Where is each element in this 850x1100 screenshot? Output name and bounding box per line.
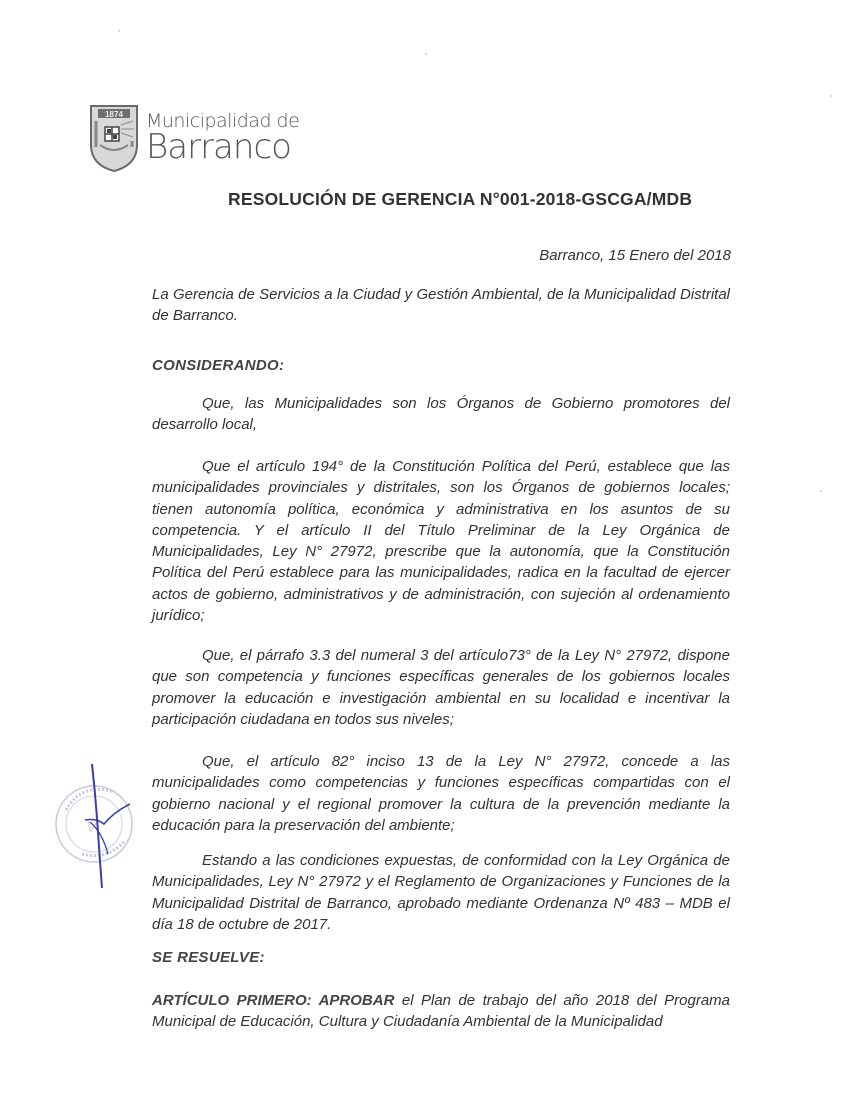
considerando-paragraph-4: Que, el artículo 82° inciso 13 de la Ley N° 27972, concede a las municipalidades como competencias y funciones específicas compartidas con el gobierno nacional y el regional promover la cultura de la prevención mediante la educación para la preservación del ambiente; — [152, 753, 730, 834]
logo-line-municipalidad: Municipalidad de — [146, 110, 300, 132]
document-date: Barranco, 15 Enero del 2018 — [539, 247, 731, 264]
scan-speck — [118, 30, 120, 32]
considerando-paragraph-3: Que, el párrafo 3.3 del numeral 3 del artículo73° de la Ley N° 27972, dispone que son competencia y funciones específicas generales de los gobiernos locales promover la educación e investigación ambiental en su localidad e incentivar la participación ciudadana en todos sus niveles; — [152, 647, 730, 728]
stamp-seal-icon — [56, 786, 132, 862]
intro-paragraph: La Gerencia de Servicios a la Ciudad y Gestión Ambiental, de la Municipalidad Distrital de Barranco. — [152, 286, 730, 325]
considerando-paragraph-2: Que el artículo 194° de la Constitución Política del Perú, establece que las municipalidades provinciales y distritales, son los Órganos de gobiernos locales; tienen autonomía política, económica y administrativa en los asuntos de su competencia. Y el artículo II del Título Preliminar de la Ley Orgánica de Municipalidades, Ley N° 27972, prescribe que la autonomía, que la Constitución Política del Perú establece para las municipalidades, radica en la facultad de ejercer actos de gobierno, administrativos y de administración, con sujeción al ordenamiento jurídico; — [152, 458, 730, 625]
resolution-title: RESOLUCIÓN DE GERENCIA N°001-2018-GSCGA/MDB — [228, 189, 693, 209]
considerando-paragraph-1: Que, las Municipalidades son los Órganos de Gobierno promotores del desarrollo local, — [152, 395, 730, 434]
official-stamp-signature — [52, 762, 152, 892]
se-resuelve-heading: SE RESUELVE: — [152, 949, 265, 966]
municipality-logo — [88, 103, 299, 173]
scan-speck — [425, 53, 427, 55]
svg-text:V: V — [86, 819, 97, 836]
considerando-heading: CONSIDERANDO: — [152, 357, 285, 374]
articulo-primero-label: ARTÍCULO PRIMERO: APROBAR — [152, 992, 395, 1009]
scan-speck — [830, 95, 832, 97]
articulo-primero-paragraph — [152, 990, 730, 1033]
shield-year: 1874 — [105, 110, 123, 119]
considerando-paragraph-5: Estando a las condiciones expuestas, de conformidad con la Ley Orgánica de Municipalidades, Ley N° 27972 y el Reglamento de Organizaciones y Funciones de la Municipalidad Distrital de Barranco, aprobado mediante Ordenanza Nº 483 – MDB el día 18 de octubre de 2017. — [152, 852, 730, 933]
scan-speck — [820, 490, 822, 492]
logo-line-barranco: Barranco — [146, 127, 291, 167]
articulo-primero-text: el Plan de trabajo del año 2018 del Programa Municipal de Educación, Cultura y Ciudadanía Ambiental de la Municipalidad — [152, 992, 730, 1031]
coat-of-arms-icon — [88, 103, 140, 173]
